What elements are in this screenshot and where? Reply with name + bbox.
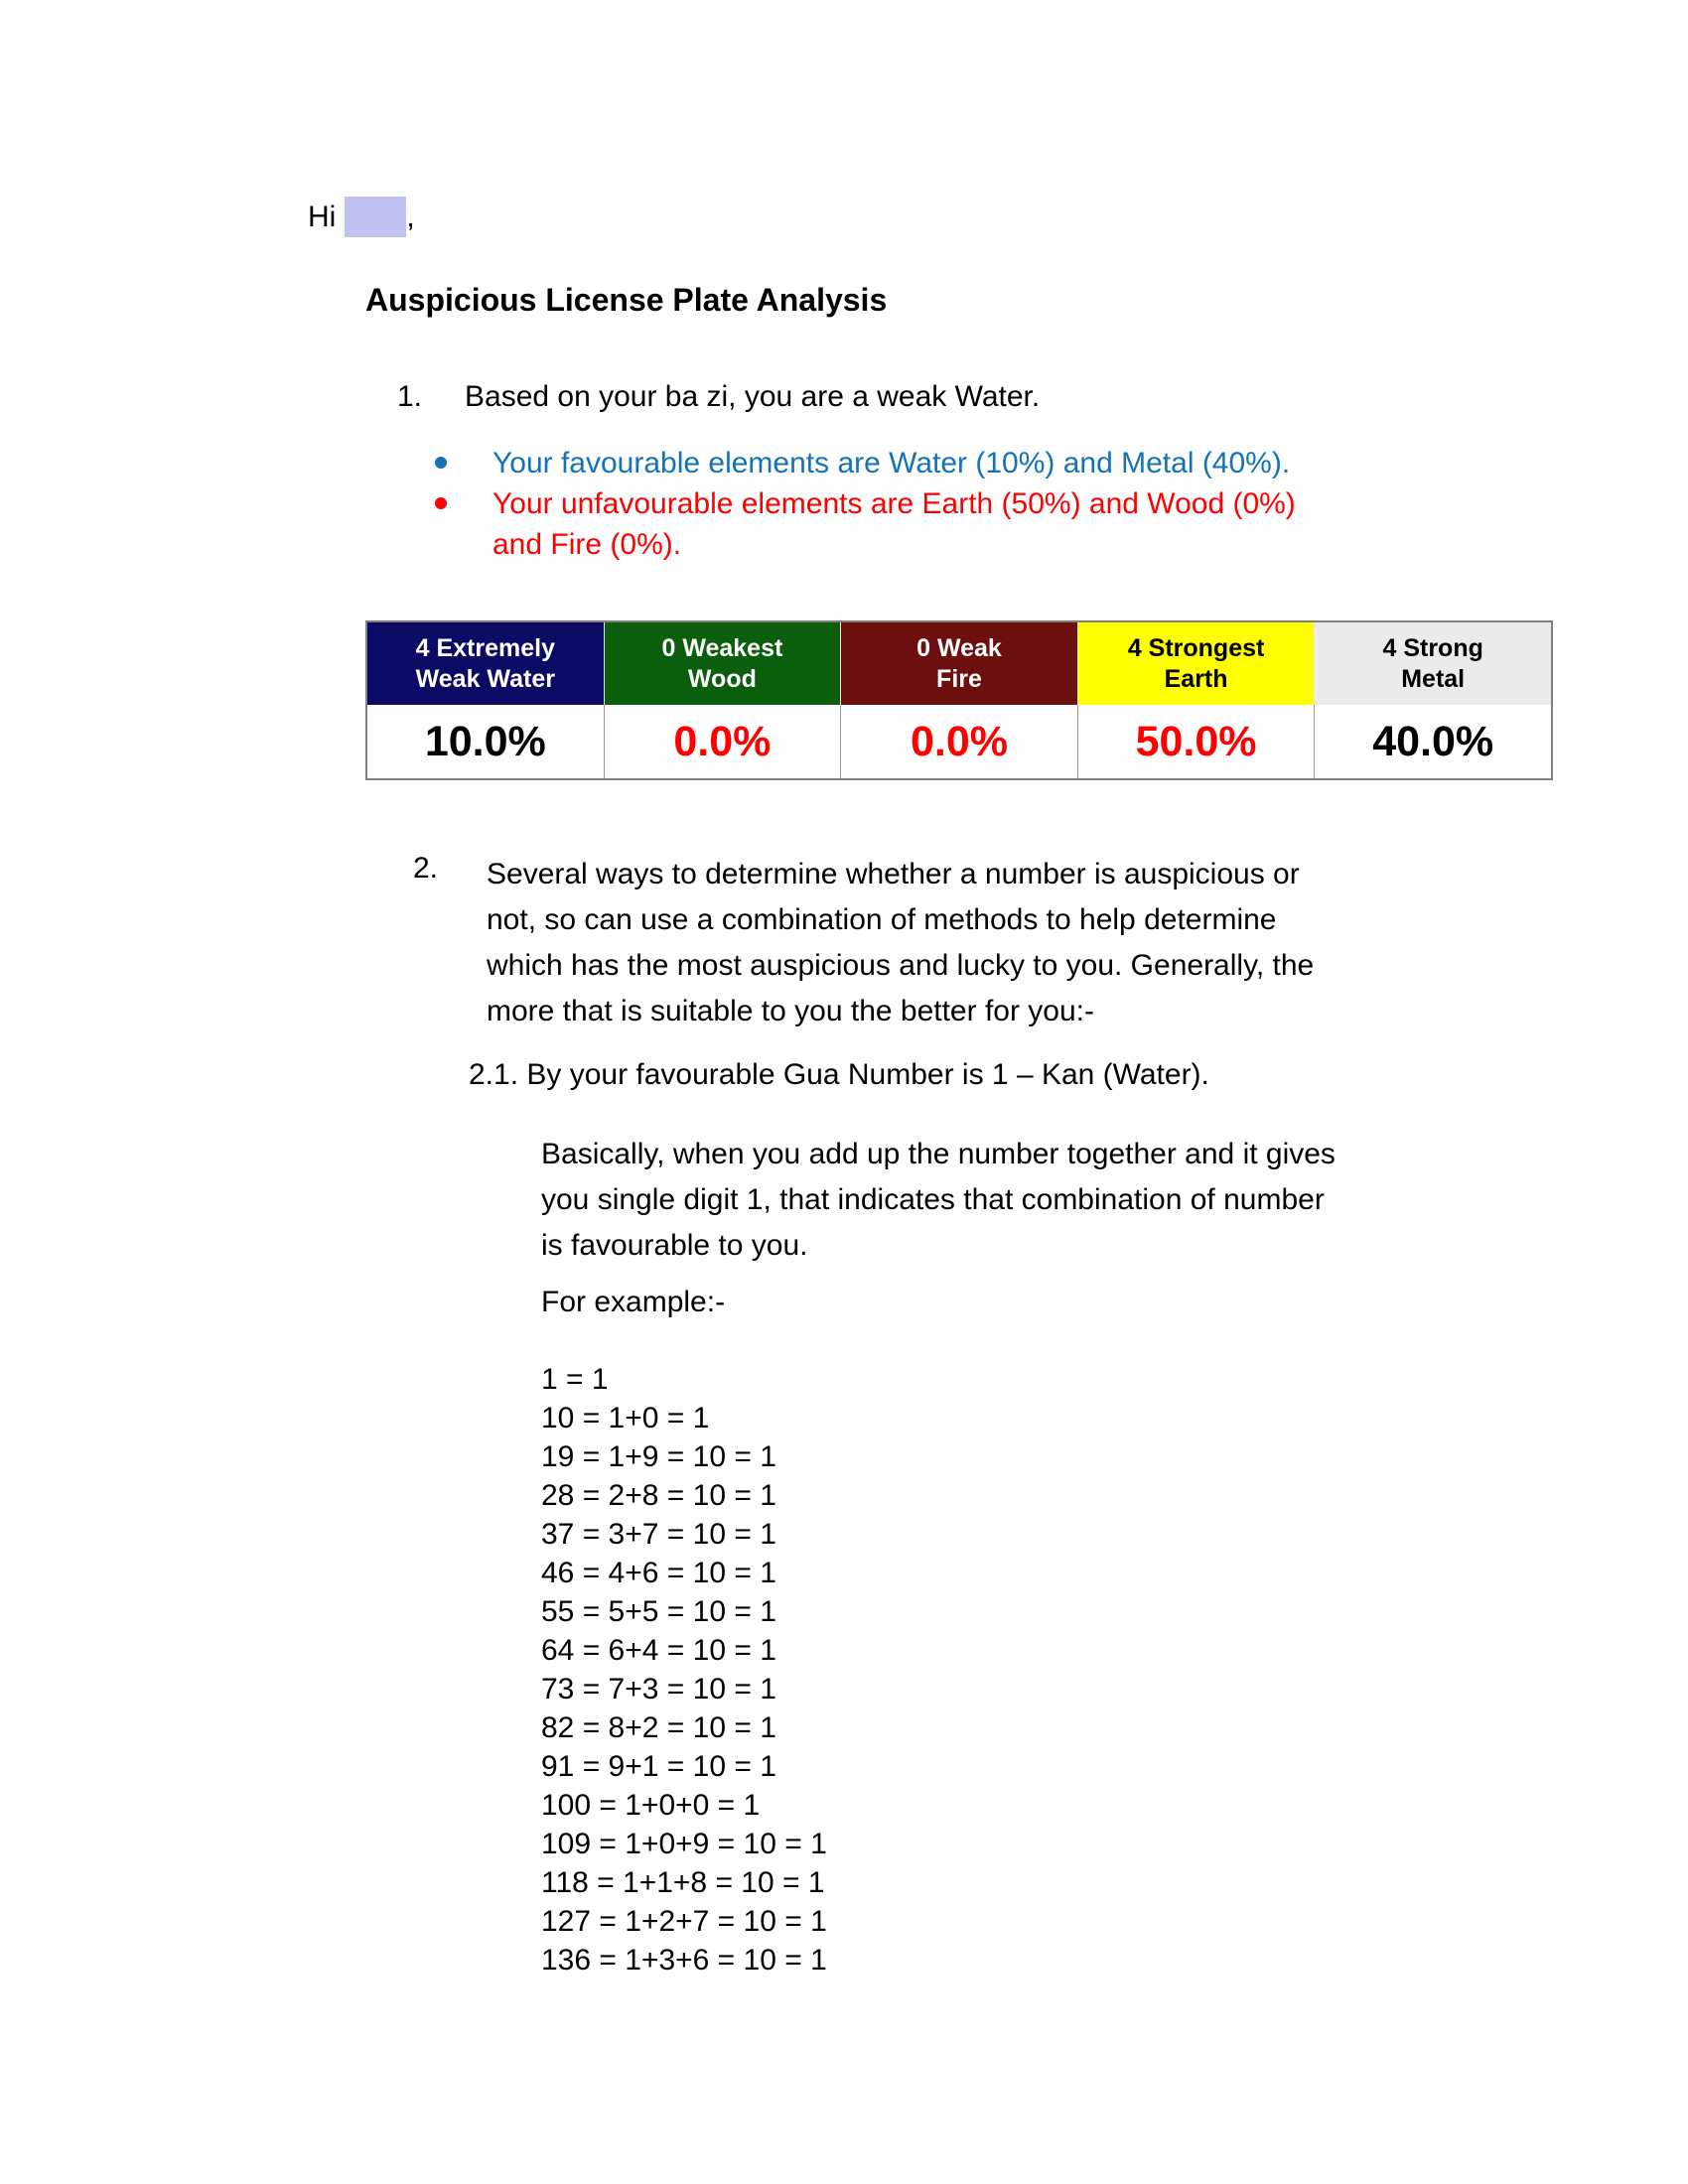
for-example-label: For example:- bbox=[541, 1286, 726, 1318]
list-item-2-text bbox=[487, 852, 1314, 1034]
equation-line: 37 = 3+7 = 10 = 1 bbox=[541, 1518, 776, 1551]
header-line: Metal bbox=[1401, 664, 1466, 693]
header-line: Fire bbox=[936, 664, 982, 693]
header-line: 4 Strongest bbox=[1127, 633, 1265, 662]
equation-line: 91 = 9+1 = 10 = 1 bbox=[541, 1750, 776, 1783]
greeting-comma: , bbox=[406, 200, 415, 233]
paragraph-line: Basically, when you add up the number together and it gives bbox=[541, 1138, 1336, 1170]
equation-line: 46 = 4+6 = 10 = 1 bbox=[541, 1557, 776, 1589]
bullet-unfavourable-text bbox=[492, 483, 1296, 565]
greeting bbox=[308, 197, 415, 237]
list-item-1-text: Based on your ba zi, you are a weak Water. bbox=[465, 380, 1041, 413]
equation-line: 55 = 5+5 = 10 = 1 bbox=[541, 1595, 776, 1628]
table-value-row bbox=[367, 705, 1551, 778]
element-strength-table bbox=[365, 620, 1553, 780]
header-cell-strongest-earth bbox=[1078, 622, 1316, 705]
equation-line: 82 = 8+2 = 10 = 1 bbox=[541, 1711, 776, 1744]
list-item-2-number: 2. bbox=[413, 852, 439, 885]
list-item-2-line: not, so can use a combination of methods to help determine bbox=[487, 903, 1277, 936]
bullet-dot-icon bbox=[435, 457, 447, 469]
value-cell-earth: 50.0% bbox=[1078, 705, 1316, 778]
equation-line: 118 = 1+1+8 = 10 = 1 bbox=[541, 1866, 825, 1899]
header-line: 4 Strong bbox=[1382, 633, 1483, 662]
value-cell-metal: 40.0% bbox=[1315, 705, 1551, 778]
section-2-1-heading: 2.1. By your favourable Gua Number is 1 – Kan (Water). bbox=[469, 1058, 1209, 1091]
equation-line: 136 = 1+3+6 = 10 = 1 bbox=[541, 1944, 827, 1977]
value-cell-water: 10.0% bbox=[367, 705, 605, 778]
table-header-row bbox=[367, 622, 1551, 705]
name-redaction-box bbox=[345, 197, 406, 237]
document-title: Auspicious License Plate Analysis bbox=[365, 282, 888, 318]
header-cell-strong-metal bbox=[1315, 622, 1551, 705]
equation-line: 10 = 1+0 = 1 bbox=[541, 1402, 710, 1434]
header-cell-weakest-wood bbox=[605, 622, 842, 705]
equation-line: 19 = 1+9 = 10 = 1 bbox=[541, 1440, 776, 1473]
equation-line: 64 = 6+4 = 10 = 1 bbox=[541, 1634, 776, 1667]
header-line: Earth bbox=[1164, 664, 1228, 693]
bullet-text-line: Your favourable elements are Water (10%) and Metal (40%). bbox=[492, 447, 1291, 479]
list-item-2-line: Several ways to determine whether a number is auspicious or bbox=[487, 858, 1300, 890]
paragraph-basically bbox=[541, 1132, 1336, 1269]
equation-line: 73 = 7+3 = 10 = 1 bbox=[541, 1673, 776, 1706]
list-item-1-number: 1. bbox=[397, 380, 423, 413]
equation-line: 28 = 2+8 = 10 = 1 bbox=[541, 1479, 776, 1512]
value-cell-wood: 0.0% bbox=[605, 705, 842, 778]
list-item-1 bbox=[397, 380, 1040, 414]
greeting-text: Hi bbox=[308, 200, 337, 233]
paragraph-line: is favourable to you. bbox=[541, 1229, 808, 1262]
header-line: Wood bbox=[687, 664, 757, 693]
value-cell-fire: 0.0% bbox=[841, 705, 1078, 778]
bullet-item-unfavourable bbox=[435, 483, 1296, 565]
header-cell-extremely-weak-water bbox=[367, 622, 605, 705]
header-line: 0 Weak bbox=[916, 633, 1002, 662]
paragraph-line: you single digit 1, that indicates that combination of number bbox=[541, 1183, 1325, 1216]
list-item-2-line: more that is suitable to you the better for you:- bbox=[487, 995, 1094, 1027]
bullet-favourable-text bbox=[492, 443, 1290, 483]
header-cell-weak-fire bbox=[841, 622, 1078, 705]
equation-line: 127 = 1+2+7 = 10 = 1 bbox=[541, 1905, 827, 1938]
header-line: 4 Extremely bbox=[415, 633, 555, 662]
equation-line: 1 = 1 bbox=[541, 1363, 609, 1396]
bullet-text-line: and Fire (0%). bbox=[492, 528, 682, 561]
list-item-2-line: which has the most auspicious and lucky to you. Generally, the bbox=[487, 949, 1315, 982]
header-line: Weak Water bbox=[415, 664, 555, 693]
equation-line: 100 = 1+0+0 = 1 bbox=[541, 1789, 761, 1822]
equations-list bbox=[541, 1360, 827, 1979]
bullet-list bbox=[435, 443, 1296, 565]
bullet-dot-icon bbox=[435, 497, 447, 509]
bullet-text-line: Your unfavourable elements are Earth (50%) and Wood (0%) bbox=[492, 487, 1296, 520]
bullet-item-favourable bbox=[435, 443, 1296, 483]
equation-line: 109 = 1+0+9 = 10 = 1 bbox=[541, 1828, 827, 1860]
header-line: 0 Weakest bbox=[661, 633, 783, 662]
